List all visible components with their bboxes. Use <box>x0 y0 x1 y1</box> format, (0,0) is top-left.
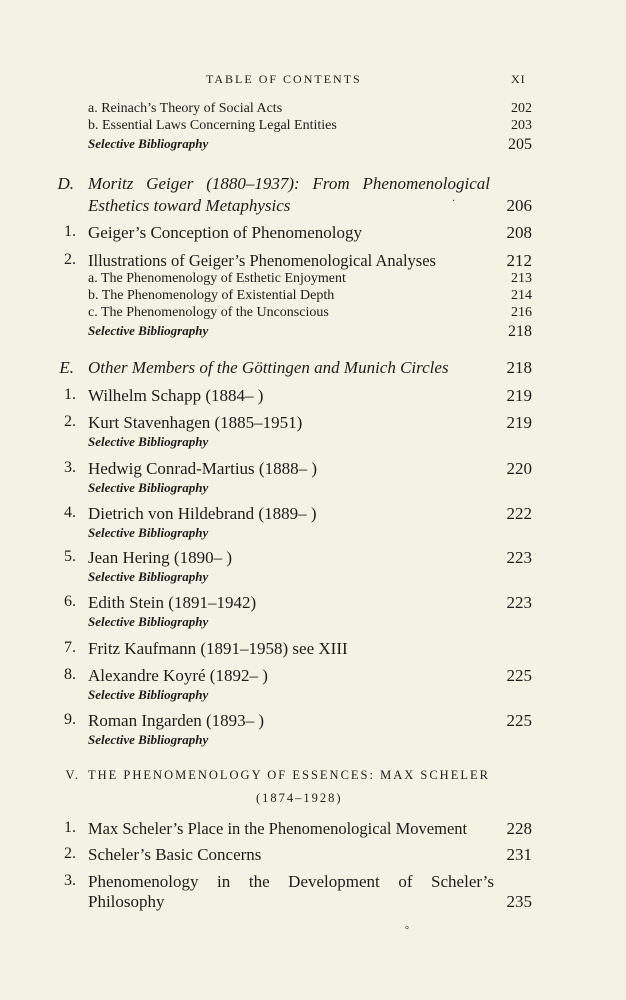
decorative-dot: · <box>452 196 456 207</box>
entry-page-number: 225 <box>506 666 532 685</box>
entry-label: Selective Bibliography <box>88 732 209 747</box>
entry-label: Wilhelm Schapp (1884– ) <box>88 386 264 405</box>
entry-label: Selective Bibliography <box>88 687 209 702</box>
entry-label: Other Members of the Göttingen and Munich Circles <box>88 358 449 377</box>
entry-index: 3. <box>64 872 76 889</box>
entry-page-number: 225 <box>506 711 532 730</box>
running-header <box>0 72 626 90</box>
entry-label: Hedwig Conrad-Martius (1888– ) <box>88 459 317 478</box>
entry-label: Kurt Stavenhagen (1885–1951) <box>88 413 303 432</box>
entry-page-number: 214 <box>511 288 532 303</box>
entry-label: THE PHENOMENOLOGY OF ESSENCES: MAX SCHELER <box>88 768 490 782</box>
entry-label: a. Reinach’s Theory of Social Acts <box>88 101 283 116</box>
entry-label: Alexandre Koyré (1892– ) <box>88 666 268 685</box>
entry-label: Edith Stein (1891–1942) <box>88 593 257 612</box>
entry-label: Dietrich von Hildebrand (1889– ) <box>88 504 317 523</box>
entry-index: 1. <box>64 386 76 403</box>
entry-label: Fritz Kaufmann (1891–1958) see XIII <box>88 639 348 658</box>
entry-index: 8. <box>64 666 76 683</box>
entry-index: 1. <box>64 223 76 240</box>
entry-label: Selective Bibliography <box>88 323 209 338</box>
entry-page-number: 222 <box>506 504 532 523</box>
entry-label: a. The Phenomenology of Esthetic Enjoyment <box>88 271 346 286</box>
entry-index: 2. <box>64 845 76 862</box>
entry-page-number: 223 <box>506 548 532 567</box>
entry-page-number: 231 <box>506 845 532 864</box>
entry-index: 6. <box>64 593 76 610</box>
entry-label: Selective Bibliography <box>88 569 209 584</box>
entry-page-number: 203 <box>511 118 532 133</box>
entry-page-number: 228 <box>506 819 532 838</box>
entry-page-number: 216 <box>511 305 532 320</box>
entry-label: Jean Hering (1890– ) <box>88 548 232 567</box>
entry-label: Selective Bibliography <box>88 614 209 629</box>
header-title: TABLE OF CONTENTS <box>206 72 362 86</box>
header-page-number: XI <box>511 72 526 86</box>
entry-page-number: 218 <box>508 323 532 340</box>
entry-page-number: 235 <box>506 892 532 911</box>
decorative-dot: ° <box>405 925 409 936</box>
entry-label: Max Scheler’s Place in the Phenomenological Movement <box>88 819 468 838</box>
entry-page-number: 212 <box>506 251 532 270</box>
entry-page-number: 220 <box>506 459 532 478</box>
entry-page-number: 208 <box>506 223 532 242</box>
entry-label: c. The Phenomenology of the Unconscious <box>88 305 329 320</box>
entry-label: Selective Bibliography <box>88 480 209 495</box>
entry-index: 2. <box>64 251 76 268</box>
entry-index: 4. <box>64 504 76 521</box>
entry-label: Scheler’s Basic Concerns <box>88 845 262 864</box>
entry-label: Philosophy <box>88 892 165 911</box>
entry-page-number: 206 <box>506 196 532 215</box>
entry-label: Phenomenology in the Development of Scheler’s <box>88 872 494 891</box>
entry-page-number: 223 <box>506 593 532 612</box>
entry-label: Selective Bibliography <box>88 136 209 151</box>
entry-label: Moritz Geiger (1880–1937): From Phenomenological <box>88 174 490 193</box>
entry-page-number: 219 <box>506 413 532 432</box>
entry-index: D. <box>57 174 74 193</box>
entry-label: (1874–1928) <box>256 791 343 805</box>
entry-index: 7. <box>64 639 76 656</box>
entry-page-number: 219 <box>506 386 532 405</box>
entry-label: b. Essential Laws Concerning Legal Entities <box>88 118 337 133</box>
entry-index: 9. <box>64 711 76 728</box>
entry-index: 3. <box>64 459 76 476</box>
entry-index: 5. <box>64 548 76 565</box>
entry-page-number: 218 <box>506 358 532 377</box>
entry-label: Esthetics toward Metaphysics <box>88 196 291 215</box>
entry-index: V. <box>65 768 80 782</box>
entry-label: Selective Bibliography <box>88 525 209 540</box>
entry-page-number: 202 <box>511 101 532 116</box>
entry-page-number: 213 <box>511 271 532 286</box>
entry-index: E. <box>59 358 74 377</box>
entry-index: 2. <box>64 413 76 430</box>
entry-label: Illustrations of Geiger’s Phenomenological Analyses <box>88 251 436 270</box>
entry-page-number: 205 <box>508 136 532 153</box>
entry-label: Geiger’s Conception of Phenomenology <box>88 223 363 242</box>
entry-label: Selective Bibliography <box>88 434 209 449</box>
entry-label: b. The Phenomenology of Existential Depth <box>88 288 335 303</box>
entry-index: 1. <box>64 819 76 836</box>
entry-label: Roman Ingarden (1893– ) <box>88 711 265 730</box>
